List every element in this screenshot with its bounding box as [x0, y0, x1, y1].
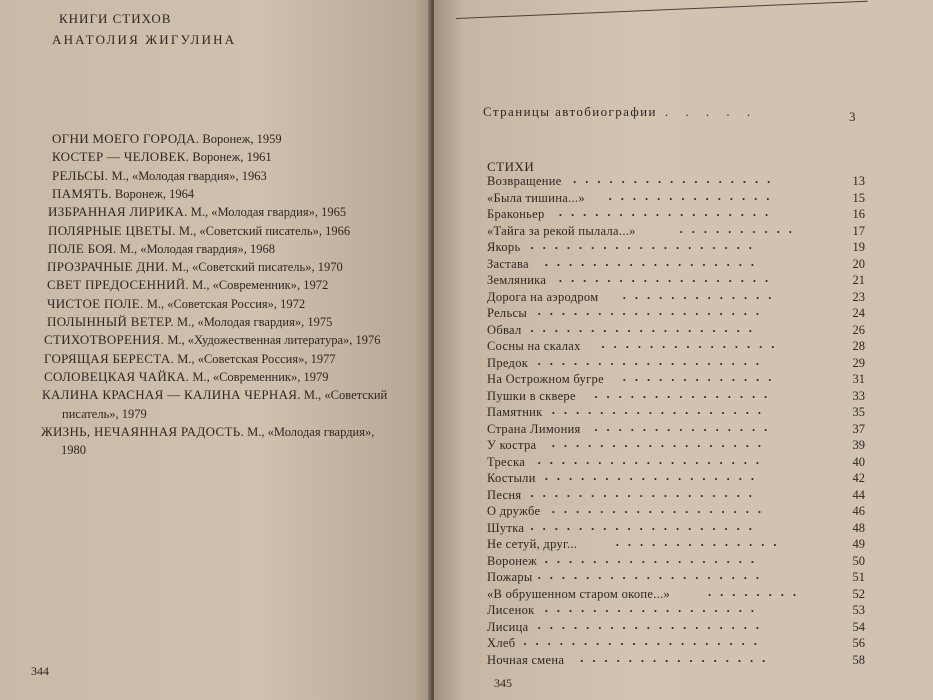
toc-entry-title: Обвал: [487, 322, 522, 337]
toc-leader-dots: ...............: [601, 337, 784, 351]
toc-entry-title: Возвращение: [487, 174, 562, 188]
toc-entry-page: 42: [852, 471, 865, 485]
book-title: ПОЛЯРНЫЕ ЦВЕТЫ.: [48, 222, 176, 238]
toc-entry-title: Лисица: [487, 619, 529, 634]
toc-entry-title: Сосны на скалах: [487, 339, 581, 353]
book-entry: [44, 369, 329, 385]
toc-entry-page: 28: [852, 339, 865, 353]
book-details: 1980: [61, 443, 86, 458]
toc-intro-page: 3: [849, 109, 856, 124]
book-entry: [62, 406, 147, 422]
toc-leader-dots: ...............: [594, 386, 777, 401]
book-title: СВЕТ ПРЕДОСЕННИЙ.: [47, 277, 189, 293]
toc-entry-page: 40: [852, 454, 865, 469]
book-details: Воронеж, 1964: [111, 186, 195, 201]
toc-entry-page: 54: [852, 619, 865, 634]
toc-leader-dots: ..........: [679, 221, 801, 236]
toc-entry-title: О дружбе: [487, 504, 541, 518]
book-details: М., «Молодая гвардия», 1968: [116, 241, 276, 256]
toc-entry-page: 49: [852, 537, 865, 551]
toc-entry-title: Страна Лимония: [487, 421, 581, 436]
toc-leader-dots: ...................: [530, 518, 761, 533]
book-title: ПРОЗРАЧНЫЕ ДНИ.: [47, 259, 169, 275]
toc-entry-title: Шутка: [487, 520, 525, 535]
book-title: ПОЛЕ БОЯ.: [48, 240, 117, 256]
toc-entry: [487, 650, 865, 669]
toc-entry-title: Дорога на аэродром: [487, 289, 599, 304]
toc-leader-dots: ...................: [530, 320, 761, 335]
toc-entry-title: «Была тишина...»: [487, 190, 585, 205]
toc-entry-page: 51: [852, 570, 865, 584]
toc-entry-title: Воронеж: [487, 553, 538, 568]
book-details: М., «Молодая гвардия», 1975: [173, 315, 333, 329]
book-entry: [61, 442, 86, 458]
toc-entry-page: 29: [852, 355, 865, 370]
toc-leader-dots: ...................: [537, 452, 768, 467]
book-entry: [52, 168, 267, 184]
toc-entry-title: Браконьер: [487, 207, 545, 221]
toc-leader-dots: ...................: [537, 353, 768, 368]
book-details: М., «Молодая гвардия»,: [244, 424, 375, 439]
toc-entry-title: Застава: [487, 256, 529, 271]
toc-entry-title: «Тайга за рекой пылала...»: [487, 223, 636, 238]
book-title: СОЛОВЕЦКАЯ ЧАЙКА.: [44, 368, 190, 384]
toc-entry-title: «В обрушенном старом окопе...»: [487, 586, 671, 601]
toc-intro-entry: [483, 104, 757, 120]
toc-entry-title: Костыли: [487, 471, 536, 485]
toc-leader-dots: ..................: [544, 469, 763, 483]
book-title: ЖИЗНЬ, НЕЧАЯННАЯ РАДОСТЬ.: [41, 423, 245, 439]
book-details: М., «Современник», 1972: [188, 278, 329, 293]
book-entry: [52, 186, 194, 202]
toc-entry-page: 44: [852, 487, 865, 502]
toc-entry-title: Лисенок: [487, 603, 535, 617]
toc-entry-page: 37: [852, 421, 865, 436]
toc-entry-page: 58: [852, 652, 865, 667]
toc-intro-title: Страницы автобиографии: [483, 104, 657, 119]
toc-entry-title: У костра: [487, 438, 537, 452]
toc-leader-dots: ..................: [544, 601, 763, 615]
book-title: ПОЛЫННЫЙ ВЕТЕР.: [47, 314, 174, 329]
book-details: М., «Художественная литература», 1976: [164, 333, 381, 348]
toc-entry-page: 50: [852, 553, 865, 568]
book-details: М., «Советский: [300, 388, 388, 403]
section-title: СТИХИ: [487, 159, 535, 174]
toc-entry-title: Ночная смена: [487, 652, 565, 667]
book-title: ОГНИ МОЕГО ГОРОДА.: [52, 131, 200, 146]
toc-leader-dots: ....................: [523, 634, 766, 648]
toc-leader-dots: ..................: [544, 254, 763, 269]
book-title: ГОРЯЩАЯ БЕРЕСТА.: [44, 350, 175, 366]
toc-leader-dots: ................: [580, 650, 775, 665]
toc-entry-title: Не сетуй, друг...: [487, 537, 578, 551]
toc-leader-dots: ...................: [537, 568, 768, 582]
toc-entry-page: 17: [852, 223, 865, 238]
book-entry: [47, 277, 328, 293]
toc-entry-page: 24: [852, 306, 865, 320]
toc-entry-page: 33: [852, 388, 865, 403]
toc-entry-page: 19: [852, 240, 865, 254]
book-details: Воронеж, 1961: [189, 150, 272, 165]
toc-leader-dots: ..................: [558, 205, 778, 219]
left-page: [0, 0, 432, 700]
toc-entry-page: 16: [852, 207, 865, 221]
toc-entry-title: Пожары: [487, 570, 533, 584]
toc-entry: [487, 570, 865, 586]
toc-leader-dots: ...................: [537, 617, 768, 632]
book-entry: [52, 149, 272, 165]
toc-entry-page: 39: [852, 438, 865, 452]
toc-entry-page: 53: [852, 603, 865, 617]
toc-leader-dots: ..............: [608, 188, 779, 203]
toc-entry-page: 46: [852, 504, 865, 518]
toc-leader-dots: ..................: [551, 502, 771, 516]
book-entry: [44, 332, 381, 348]
header-line-1: КНИГИ СТИХОВ: [59, 11, 172, 26]
toc-leader-dots: ..................: [551, 436, 771, 450]
book-details: М., «Советский писатель», 1966: [175, 223, 351, 238]
right-page-number: 345: [494, 676, 512, 690]
book-details: М., «Советская Россия», 1972: [143, 296, 306, 311]
toc-leader-dots: ..................: [544, 551, 763, 566]
book-details: М., «Советская Россия», 1977: [174, 351, 336, 366]
book-title: СТИХОТВОРЕНИЯ.: [44, 332, 165, 348]
toc-entry-page: 20: [852, 256, 865, 271]
book-title: ПАМЯТЬ.: [52, 185, 112, 201]
book-title: ЧИСТОЕ ПОЛЕ.: [47, 295, 144, 311]
book-title: РЕЛЬСЫ.: [52, 167, 109, 183]
toc-leader-dots: .................: [573, 172, 780, 186]
book-details: М., «Молодая гвардия», 1963: [108, 168, 267, 183]
toc-intro-leader: . . . . .: [664, 104, 758, 119]
toc-entry-title: Треска: [487, 454, 526, 469]
book-details: писатель», 1979: [62, 406, 147, 421]
book-details: М., «Молодая гвардия», 1965: [187, 205, 347, 220]
book-entry: [48, 223, 350, 239]
book-title: КОСТЕР — ЧЕЛОВЕК.: [52, 149, 190, 165]
toc-entry-page: 26: [852, 322, 865, 337]
toc-leader-dots: ........: [708, 584, 805, 599]
toc-entry-title: Пушки в сквере: [487, 388, 576, 403]
book-details: М., «Советский писатель», 1970: [168, 260, 343, 275]
toc-entry-title: Предок: [487, 355, 529, 370]
left-page-number: 344: [31, 664, 49, 678]
toc-leader-dots: ..................: [551, 403, 771, 417]
toc-entry-title: Песня: [487, 487, 522, 502]
book-title: КАЛИНА КРАСНАЯ — КАЛИНА ЧЕРНАЯ.: [42, 387, 301, 403]
toc-leader-dots: ...................: [530, 238, 761, 252]
book-entry: [48, 241, 275, 257]
book-entry: [47, 296, 305, 312]
toc-leader-dots: ...............: [594, 419, 777, 434]
toc-leader-dots: ..............: [615, 535, 786, 549]
book-entry: [41, 424, 374, 440]
toc-entry-title: На Острожном бугре: [487, 372, 604, 386]
toc-entry-title: Якорь: [487, 240, 521, 254]
toc-entry-page: 21: [852, 273, 865, 287]
toc-leader-dots: ...................: [530, 485, 761, 500]
toc-entry: [487, 207, 865, 223]
toc-entry-page: 31: [852, 372, 865, 386]
book-details: Воронеж, 1959: [199, 132, 282, 146]
toc-entry-page: 35: [852, 405, 865, 419]
book-entry: [44, 351, 336, 367]
book-title: ИЗБРАННАЯ ЛИРИКА.: [48, 204, 188, 220]
header-line-2: АНАТОЛИЯ ЖИГУЛИНА: [52, 32, 237, 47]
toc-entry-page: 48: [852, 520, 865, 535]
toc-entry-title: Земляника: [487, 273, 547, 287]
book-details: М., «Современник», 1979: [189, 369, 329, 384]
toc-entry-page: 23: [852, 289, 865, 304]
toc-entry-title: Рельсы: [487, 306, 528, 320]
book-entry: [47, 314, 332, 330]
toc-entry-page: 15: [852, 190, 865, 205]
toc-leader-dots: ...................: [537, 304, 768, 318]
toc-leader-dots: .............: [622, 370, 781, 384]
toc-entry-title: Хлеб: [487, 636, 516, 650]
toc-entry-title: Памятник: [487, 405, 543, 419]
book-entry: [48, 204, 346, 220]
book-entry: [42, 387, 387, 403]
toc-leader-dots: .............: [622, 287, 781, 302]
toc-entry-page: 52: [852, 586, 865, 601]
book-entry: [47, 259, 343, 275]
toc-leader-dots: ..................: [558, 271, 778, 285]
book-entry: [52, 131, 282, 147]
toc-entry-page: 13: [852, 174, 865, 188]
toc-entry-page: 56: [852, 636, 865, 650]
